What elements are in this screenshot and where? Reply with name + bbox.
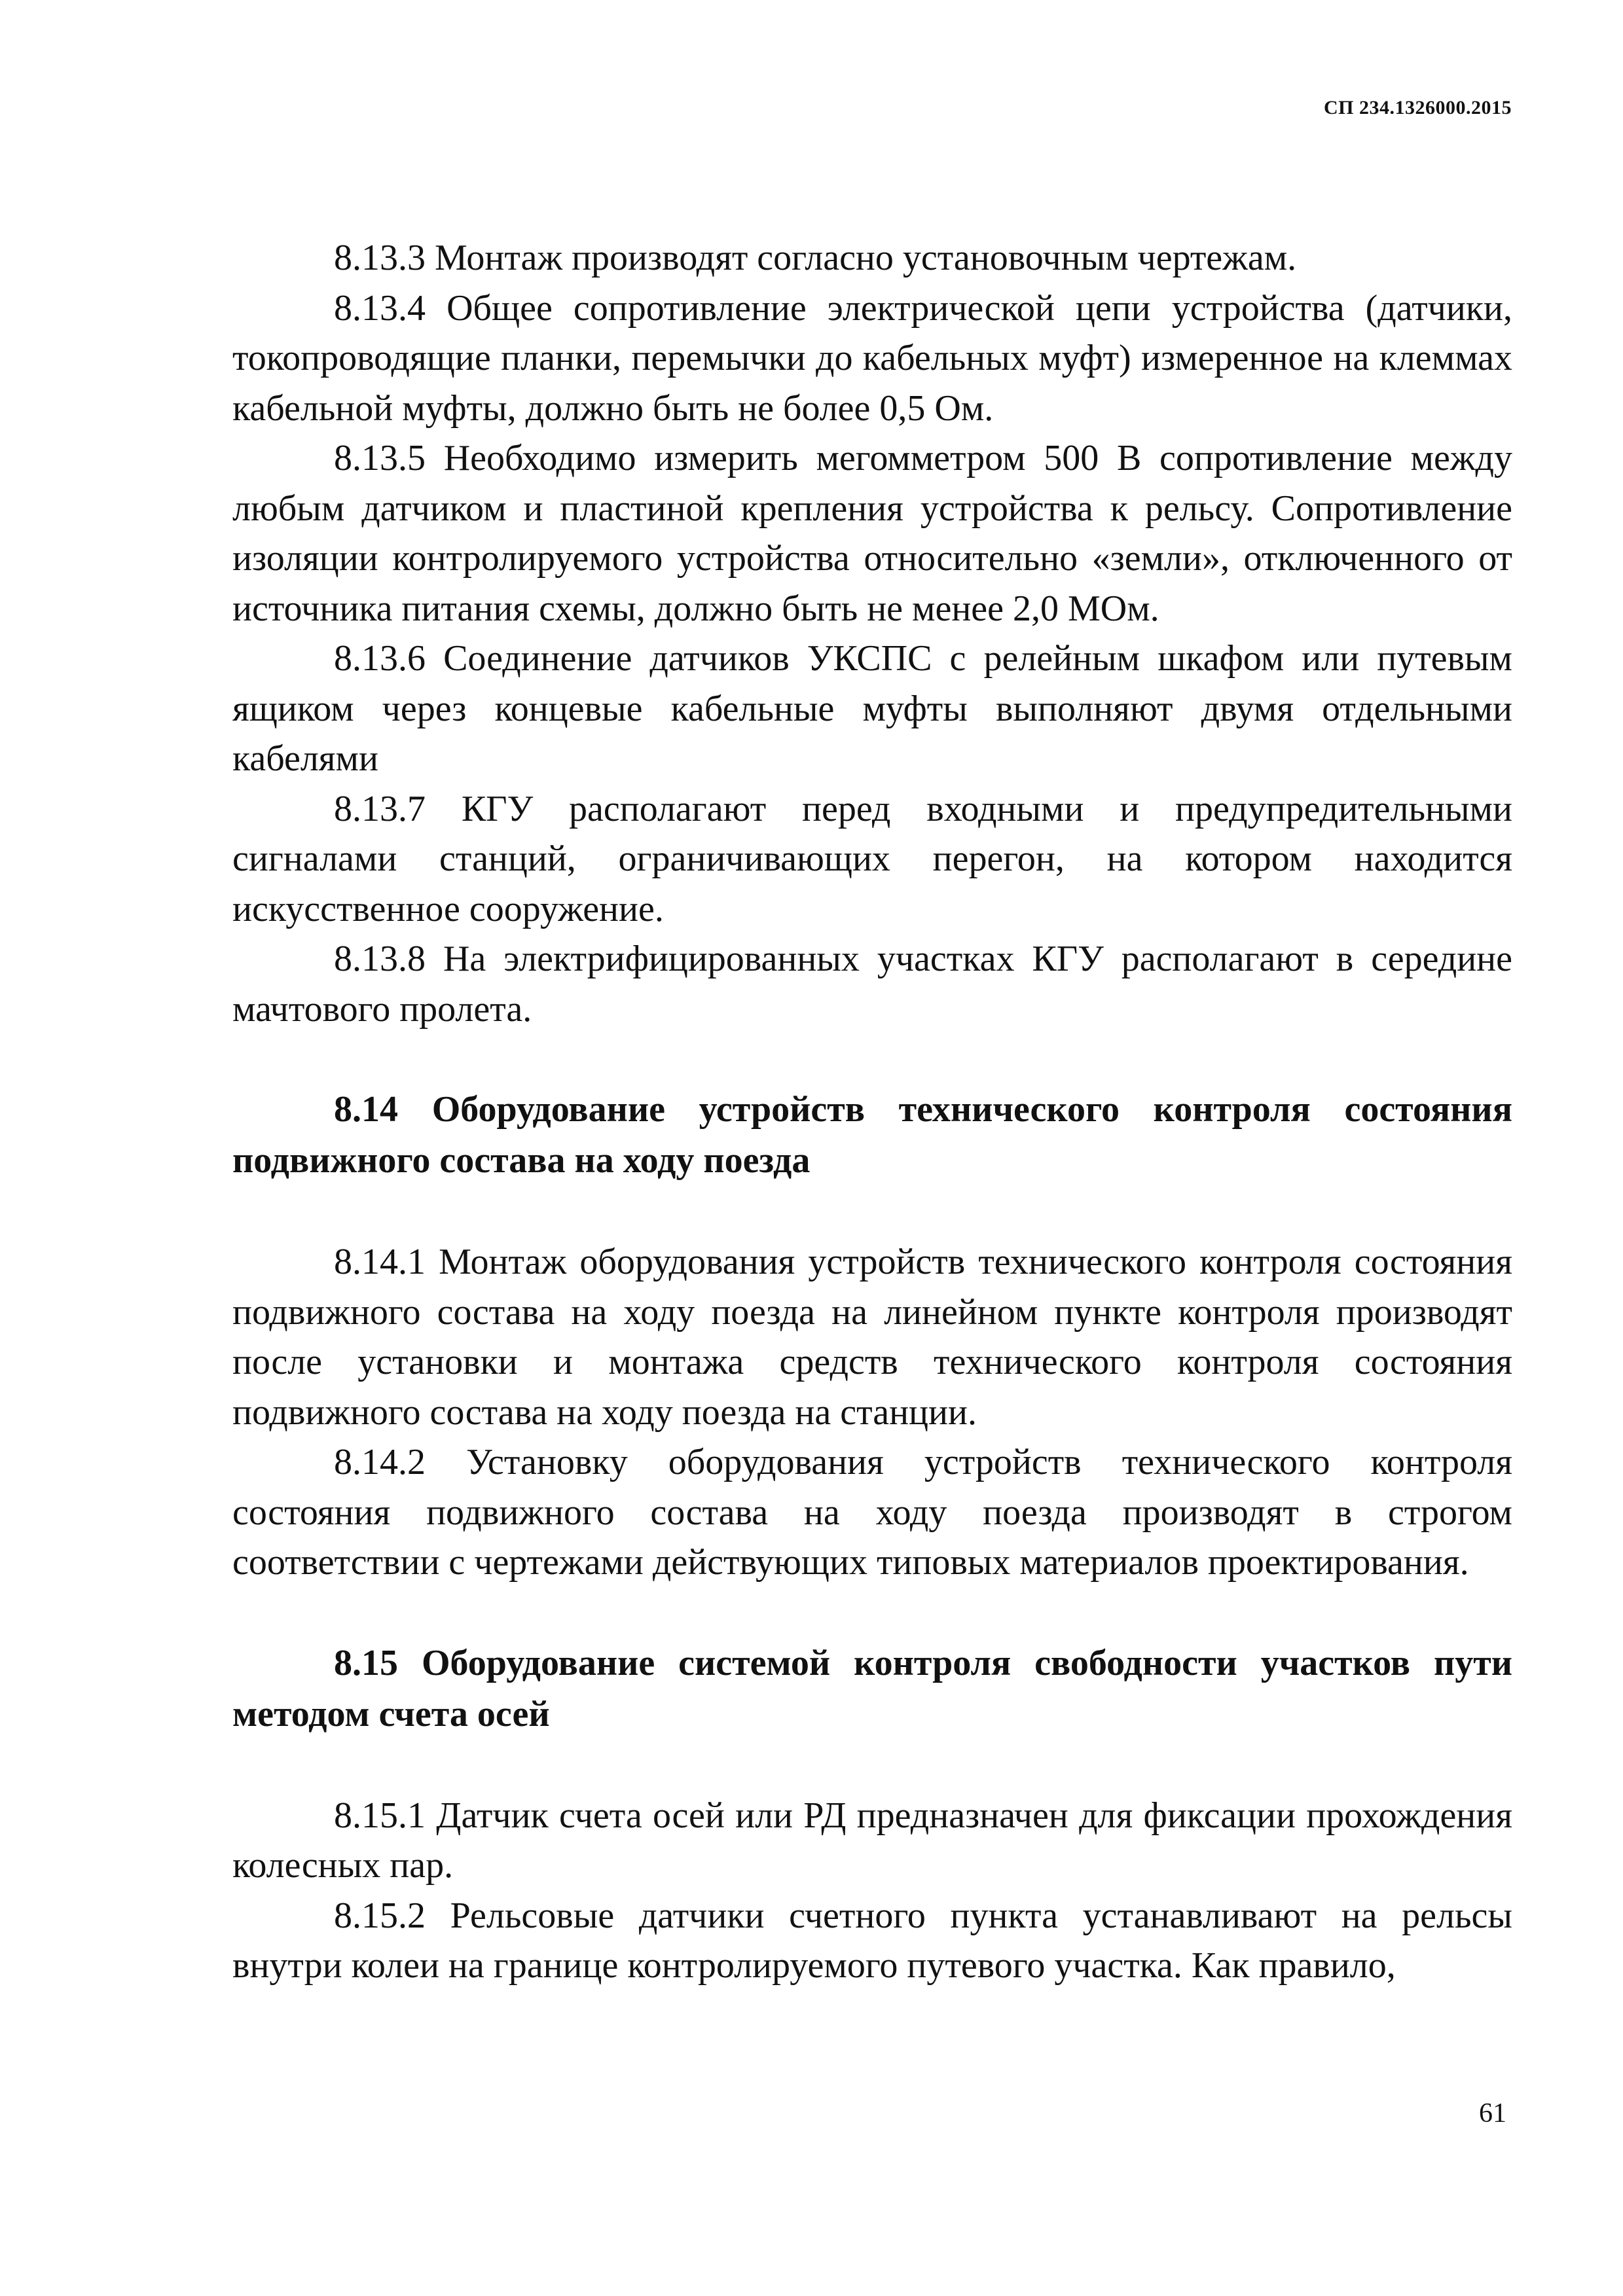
paragraph-8-14-1: 8.14.1 Монтаж оборудования устройств технического контроля состояния подвижного состава на ходу поезда на линейном пункте контроля производят после установки и монтажа средств технического контроля состояния подвижного состава на ходу поезда на станции. bbox=[232, 1242, 1512, 1433]
paragraph-8-13-6: 8.13.6 Соединение датчиков УКСПС с релейным шкафом или путевым ящиком через концевые кабельные муфты выполняют двумя отдельными кабелями bbox=[232, 638, 1512, 779]
paragraph-8-13-8: 8.13.8 На электрифицированных участках КГУ располагают в середине мачтового пролета. bbox=[232, 939, 1512, 1030]
paragraph-8-13-7: 8.13.7 КГУ располагают перед входными и предупредительными сигналами станций, ограничивающих перегон, на котором находится искусственное сооружение. bbox=[232, 788, 1512, 929]
paragraph-8-13-5: 8.13.5 Необходимо измерить мегомметром 500 В сопротивление между любым датчиком и пластиной крепления устройства к рельсу. Сопротивление изоляции контролируемого устройства относительно «земли», отключенного от источника питания схемы, должно быть не менее 2,0 МОм. bbox=[232, 438, 1512, 629]
spacer bbox=[232, 1740, 1512, 1791]
paragraph-8-13-3: 8.13.3 Монтаж производят согласно установочным чертежам. bbox=[334, 238, 1297, 278]
paragraph-8-15-1: 8.15.1 Датчик счета осей или РД предназначен для фиксации прохождения колесных пар. bbox=[232, 1795, 1512, 1886]
paragraph-8-15-2: 8.15.2 Рельсовые датчики счетного пункта устанавливают на рельсы внутри колеи на границе контролируемого путевого участка. Как правило, bbox=[232, 1895, 1512, 1986]
spacer bbox=[232, 1034, 1512, 1084]
section-heading-8-15: 8.15 Оборудование системой контроля свободности участков пути методом счета осей bbox=[232, 1642, 1512, 1734]
spacer bbox=[232, 1186, 1512, 1237]
page-content bbox=[232, 233, 1512, 1991]
paragraph-8-14-2: 8.14.2 Установку оборудования устройств технического контроля состояния подвижного состава на ходу поезда производят в строгом соответствии с чертежами действующих типовых материалов проектирования. bbox=[232, 1442, 1512, 1583]
section-heading-8-14: 8.14 Оборудование устройств технического контроля состояния подвижного состава на ходу поезда bbox=[232, 1089, 1512, 1181]
document-code-header: СП 234.1326000.2015 bbox=[1324, 97, 1512, 118]
paragraph-8-13-4: 8.13.4 Общее сопротивление электрической цепи устройства (датчики, токопроводящие планки, перемычки до кабельных муфт) измеренное на клеммах кабельной муфты, должно быть не более 0,5 Ом. bbox=[232, 287, 1512, 429]
page-number: 61 bbox=[1479, 2098, 1506, 2128]
spacer bbox=[232, 1588, 1512, 1638]
